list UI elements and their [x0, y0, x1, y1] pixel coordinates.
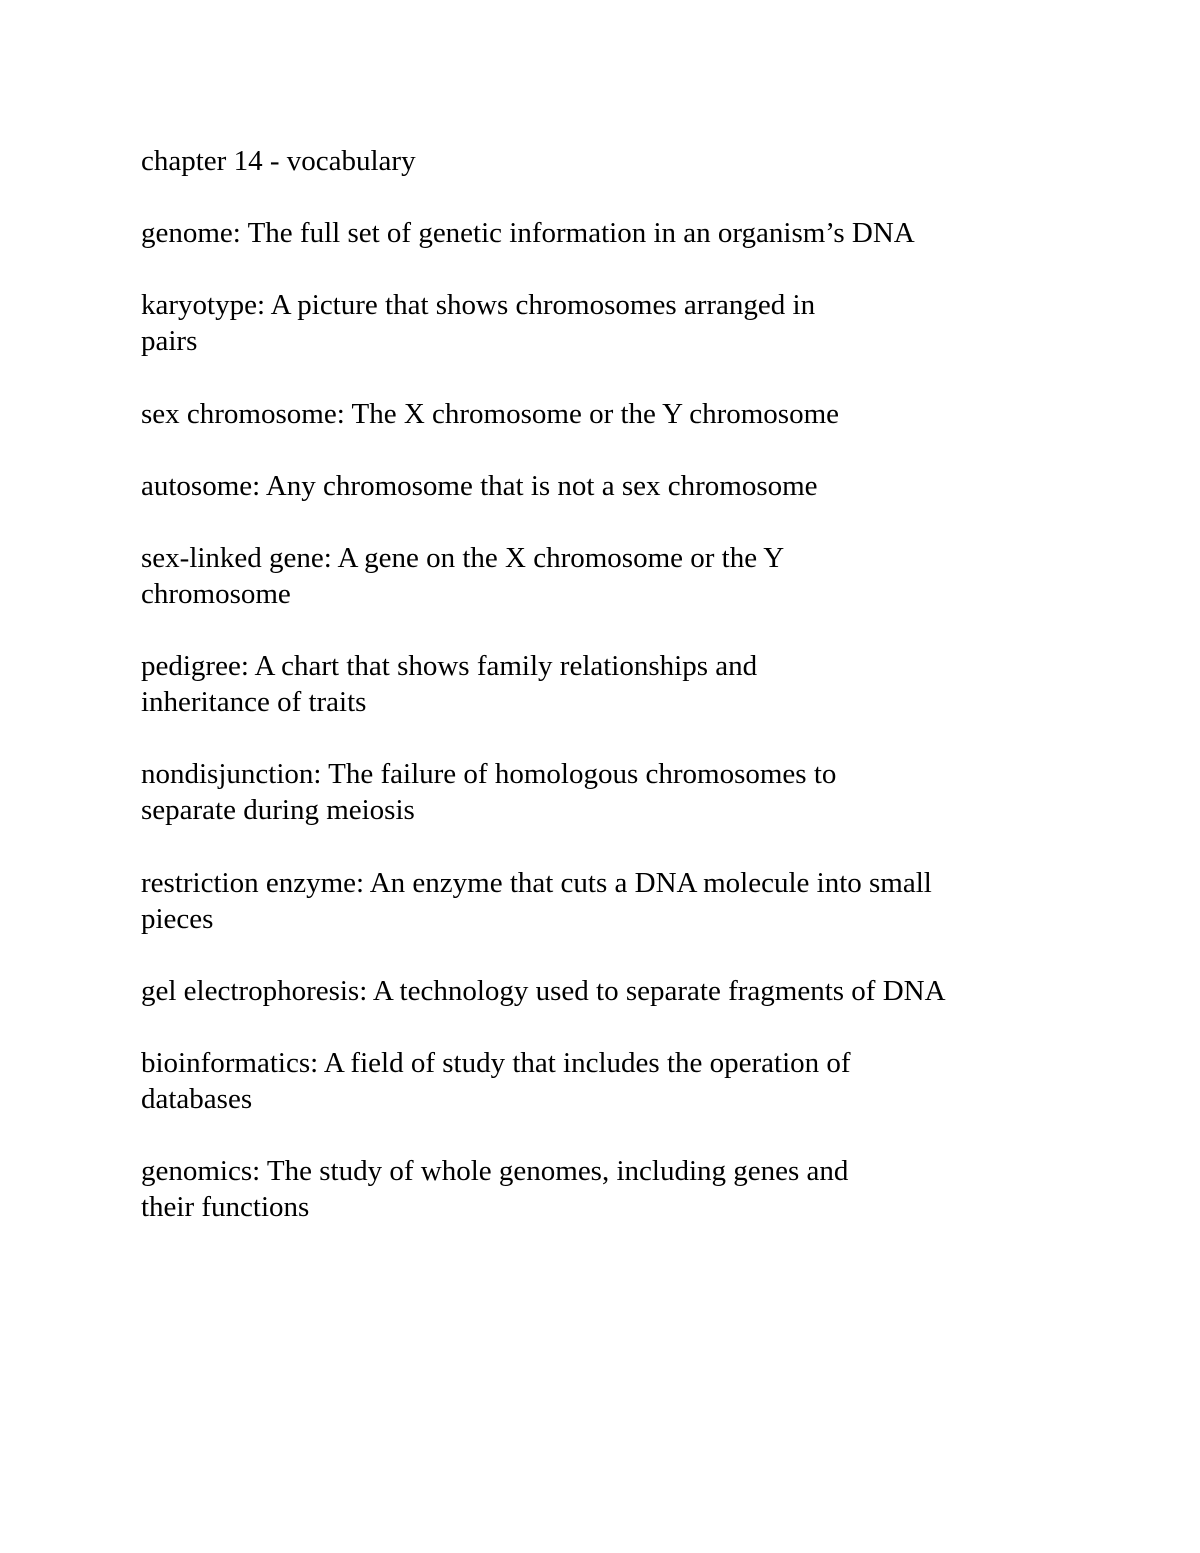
- entry-line: autosome: Any chromosome that is not a sex chromosome: [141, 470, 818, 502]
- entry-line: sex-linked gene: A gene on the X chromosome or the Y: [141, 542, 785, 574]
- entry-line: chromosome: [141, 578, 291, 610]
- entry-line: sex chromosome: The X chromosome or the Y chromosome: [141, 398, 839, 430]
- entry-line: pairs: [141, 325, 198, 357]
- entry-line: genome: The full set of genetic information in an organism’s DNA: [141, 217, 915, 249]
- entry-line: gel electrophoresis: A technology used to separate fragments of DNA: [141, 975, 946, 1007]
- entry-line: nondisjunction: The failure of homologous chromosomes to: [141, 758, 837, 790]
- page-title: chapter 14 - vocabulary: [141, 145, 416, 177]
- vocab-entry-sex-linked-gene: [141, 540, 784, 612]
- vocab-entry-gel-electrophoresis: [141, 973, 946, 1009]
- entry-line: databases: [141, 1083, 253, 1115]
- vocab-entry-karyotype: [141, 287, 815, 359]
- entry-line: inheritance of traits: [141, 686, 367, 718]
- entry-line: pedigree: A chart that shows family relationships and: [141, 650, 758, 682]
- vocab-entry-sex-chromosome: [141, 396, 839, 432]
- vocab-entry-nondisjunction: [141, 756, 836, 828]
- vocab-entry-autosome: [141, 468, 818, 504]
- entry-line: genomics: The study of whole genomes, including genes and: [141, 1155, 849, 1187]
- entry-line: restriction enzyme: An enzyme that cuts a DNA molecule into small: [141, 867, 932, 899]
- entry-line: pieces: [141, 903, 214, 935]
- entry-line: separate during meiosis: [141, 794, 415, 826]
- vocab-entry-pedigree: [141, 648, 757, 720]
- vocab-entry-genome: [141, 215, 915, 251]
- vocab-entry-bioinformatics: [141, 1045, 851, 1117]
- entry-line: karyotype: A picture that shows chromosomes arranged in: [141, 289, 816, 321]
- vocab-entry-restriction-enzyme: [141, 865, 932, 937]
- entry-line: their functions: [141, 1191, 310, 1223]
- entry-line: bioinformatics: A field of study that includes the operation of: [141, 1047, 851, 1079]
- vocab-entry-genomics: [141, 1153, 848, 1225]
